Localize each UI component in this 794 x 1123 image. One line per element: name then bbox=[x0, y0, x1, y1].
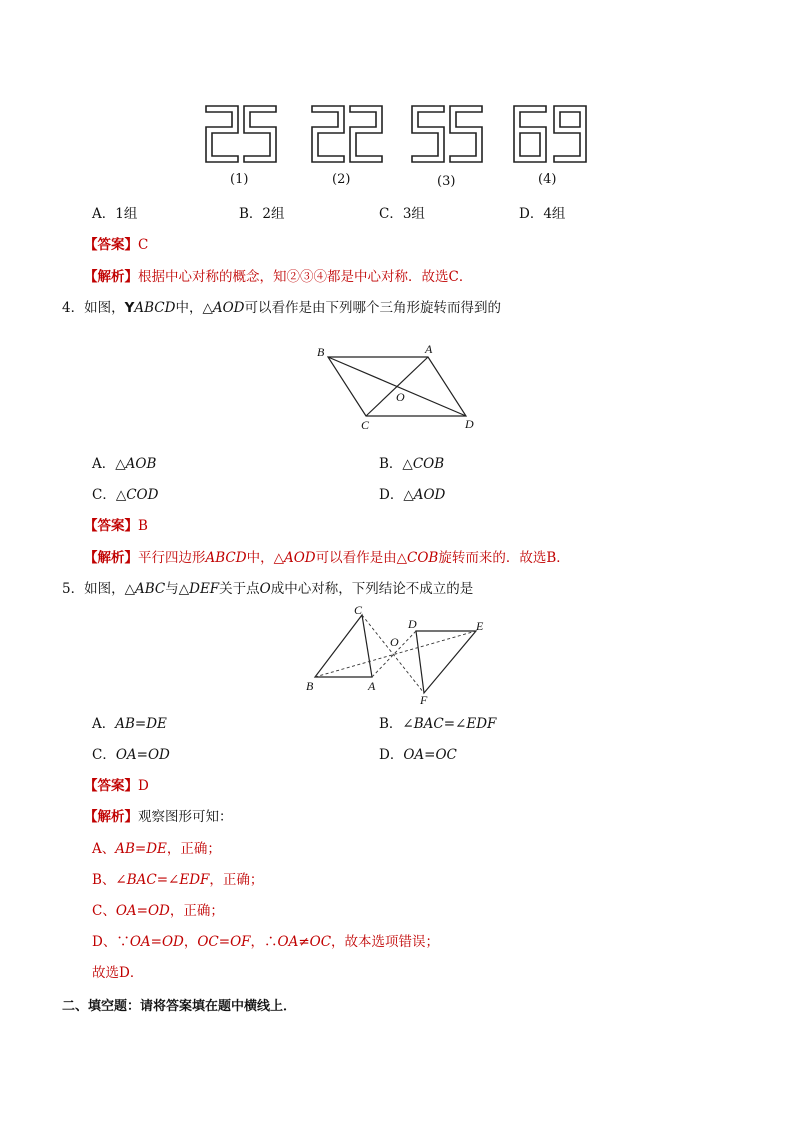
q5-option-b: B．∠BAC=∠EDF bbox=[379, 716, 497, 732]
q4-option-c: C．△COD bbox=[92, 487, 159, 503]
point-b: B bbox=[306, 679, 314, 693]
answer-value: D bbox=[138, 778, 149, 794]
figure-label-1: (1) bbox=[230, 172, 249, 187]
point-c: C bbox=[361, 418, 370, 432]
q5-option-c: C．OA=OD bbox=[92, 747, 170, 763]
section-heading: 二、填空题：请将答案填在题中横线上． bbox=[62, 999, 297, 1014]
digit-pair-4 bbox=[514, 106, 586, 162]
analysis-tag: 【解析】 bbox=[84, 809, 138, 825]
figure-label-3: (3) bbox=[437, 174, 456, 189]
q3-option-c: C．3组 bbox=[379, 206, 425, 222]
answer-tag: 【答案】 bbox=[84, 237, 138, 253]
q3-option-d: D．4组 bbox=[519, 206, 566, 222]
parallelogram-figure bbox=[310, 340, 485, 435]
q5-stem: 5．如图，△ABC与△DEF关于点O成中心对称，下列结论不成立的是 bbox=[62, 581, 474, 597]
point-b: B bbox=[317, 345, 325, 359]
q5-option-a: A．AB=DE bbox=[92, 716, 167, 732]
analysis-line-b: B、∠BAC=∠EDF，正确； bbox=[92, 872, 264, 888]
parallelogram-symbol: Y bbox=[124, 300, 135, 316]
answer-tag: 【答案】 bbox=[84, 518, 138, 534]
digit-figure bbox=[200, 100, 600, 168]
q3-option-a: A．1组 bbox=[92, 206, 138, 222]
point-c: C bbox=[354, 603, 363, 617]
analysis-line-c: C、OA=OD，正确； bbox=[92, 903, 224, 919]
point-f: F bbox=[420, 693, 428, 707]
figure-label-2: (2) bbox=[332, 172, 351, 187]
q3-option-b: B．2组 bbox=[239, 206, 285, 222]
digit-pair-2 bbox=[312, 106, 382, 162]
q4-answer bbox=[84, 517, 148, 535]
q4-stem: 4．如图，YABCD中，△AOD可以看作是由下列哪个三角形旋转而得到的 bbox=[62, 300, 501, 316]
point-e: E bbox=[476, 619, 484, 633]
q5-answer bbox=[84, 777, 149, 795]
point-o: O bbox=[396, 390, 405, 404]
point-d: D bbox=[465, 417, 474, 431]
q5-analysis bbox=[84, 808, 233, 826]
analysis-line-a: A、AB=DE，正确； bbox=[92, 841, 221, 857]
analysis-tag: 【解析】 bbox=[84, 269, 138, 285]
answer-value: B bbox=[138, 518, 148, 534]
analysis-text: 根据中心对称的概念，知②③④都是中心对称．故选C． bbox=[138, 269, 473, 285]
answer-tag: 【答案】 bbox=[84, 778, 138, 794]
q4-analysis: 【解析】平行四边形ABCD中，△AOD可以看作是由△COB旋转而来的．故选B． bbox=[84, 550, 570, 566]
point-a: A bbox=[425, 342, 433, 356]
answer-value: C bbox=[138, 237, 149, 253]
q4-option-d: D．△AOD bbox=[379, 487, 446, 503]
analysis-line-d: D、∵OA=OD，OC=OF，∴OA≠OC，故本选项错误； bbox=[92, 934, 440, 950]
digit-pair-3 bbox=[412, 106, 482, 162]
analysis-conclusion: 故选D． bbox=[92, 965, 144, 981]
point-a: A bbox=[368, 679, 376, 693]
q5-option-d: D．OA=OC bbox=[379, 747, 457, 763]
q4-option-b: B．△COB bbox=[379, 456, 445, 472]
q3-analysis bbox=[84, 268, 472, 286]
symmetry-figure bbox=[300, 602, 500, 707]
analysis-text: 观察图形可知： bbox=[138, 809, 233, 825]
point-o: O bbox=[390, 635, 399, 649]
analysis-tag: 【解析】 bbox=[84, 550, 138, 566]
q4-option-a: A．△AOB bbox=[92, 456, 157, 472]
digit-pair-1 bbox=[206, 106, 276, 162]
figure-label-4: (4) bbox=[538, 172, 557, 187]
point-d: D bbox=[408, 617, 417, 631]
q3-answer bbox=[84, 236, 148, 254]
